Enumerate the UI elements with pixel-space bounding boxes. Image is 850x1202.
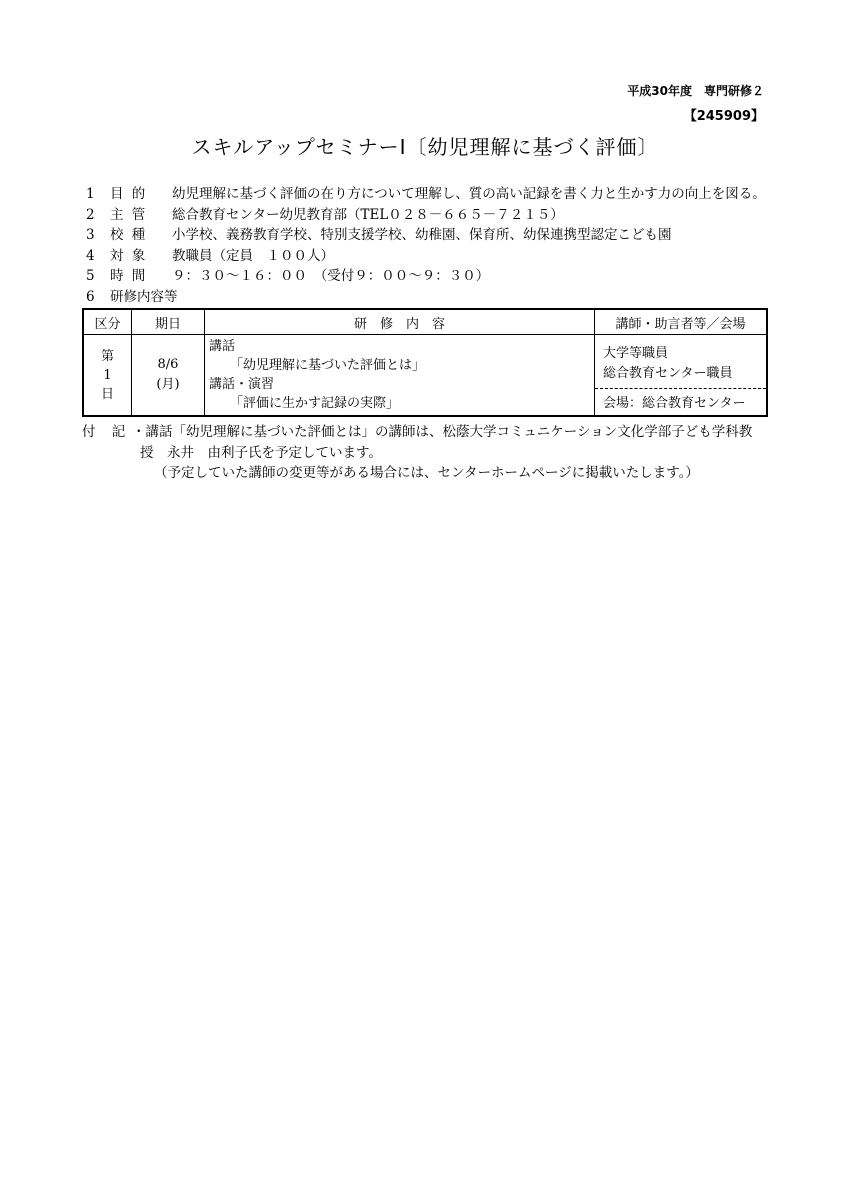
header-kubun: 区分 bbox=[83, 309, 132, 335]
note-line-2: 授 永井 由利子氏を予定しています。 bbox=[140, 444, 382, 461]
outline-item-purpose: 1 目 的 幼児理解に基づく評価の在り方について理解し、質の高い記録を書く力と生かす力の向上を図る。 bbox=[86, 186, 766, 202]
note-label: 付 記 bbox=[82, 424, 132, 440]
header-lecturer: 講師・助言者等／会場 bbox=[595, 309, 768, 335]
content-cell: 講話 「幼児理解に基づいた評価とは」 講話・演習 「評価に生かす記録の実際」 bbox=[205, 335, 595, 417]
day-cell: 第 1 日 bbox=[83, 335, 132, 417]
page-title: スキルアップセミナーⅠ〔幼児理解に基づく評価〕 bbox=[191, 135, 659, 159]
venue: 会場：総合教育センター bbox=[595, 388, 766, 414]
fiscal-year-label: 平成30年度 専門研修２ bbox=[627, 84, 764, 98]
outline-item-content: 6 研修内容等 bbox=[86, 288, 178, 305]
course-code: 【245909】 bbox=[683, 109, 764, 124]
outline-list bbox=[86, 184, 766, 307]
lecturer-cell bbox=[595, 335, 768, 417]
outline-item-organizer: 2 主 管 総合教育センター幼児教育部（TEL０２８－６６５－７２１５） bbox=[86, 206, 564, 223]
lecturer-list: 大学等職員 総合教育センター職員 bbox=[603, 346, 733, 381]
schedule-table bbox=[82, 308, 768, 417]
note-line-1: ・講話「幼児理解に基づいた評価とは」の講師は、松蔭大学コミュニケーション文化学部子ども学科教 bbox=[132, 424, 753, 440]
date-cell: 8/6 (月) bbox=[132, 335, 205, 417]
header-date: 期日 bbox=[132, 309, 205, 335]
outline-item-target: 4 対 象 教職員（定員 １００人） bbox=[86, 247, 334, 264]
supplementary-note bbox=[82, 422, 752, 484]
header-content: 研 修 内 容 bbox=[205, 309, 595, 335]
outline-item-school-type: 3 校 種 小学校、義務教育学校、特別支援学校、幼稚園、保育所、幼保連携型認定こども園 bbox=[86, 227, 672, 243]
table-header-row bbox=[83, 309, 767, 335]
note-line-3: （予定していた講師の変更等がある場合には、センターホームページに掲載いたします。） bbox=[154, 465, 699, 481]
outline-item-time: 5 時 間 ９：３０～１６：００ （受付９：００～９：３０） bbox=[86, 268, 490, 284]
table-row bbox=[83, 335, 767, 417]
